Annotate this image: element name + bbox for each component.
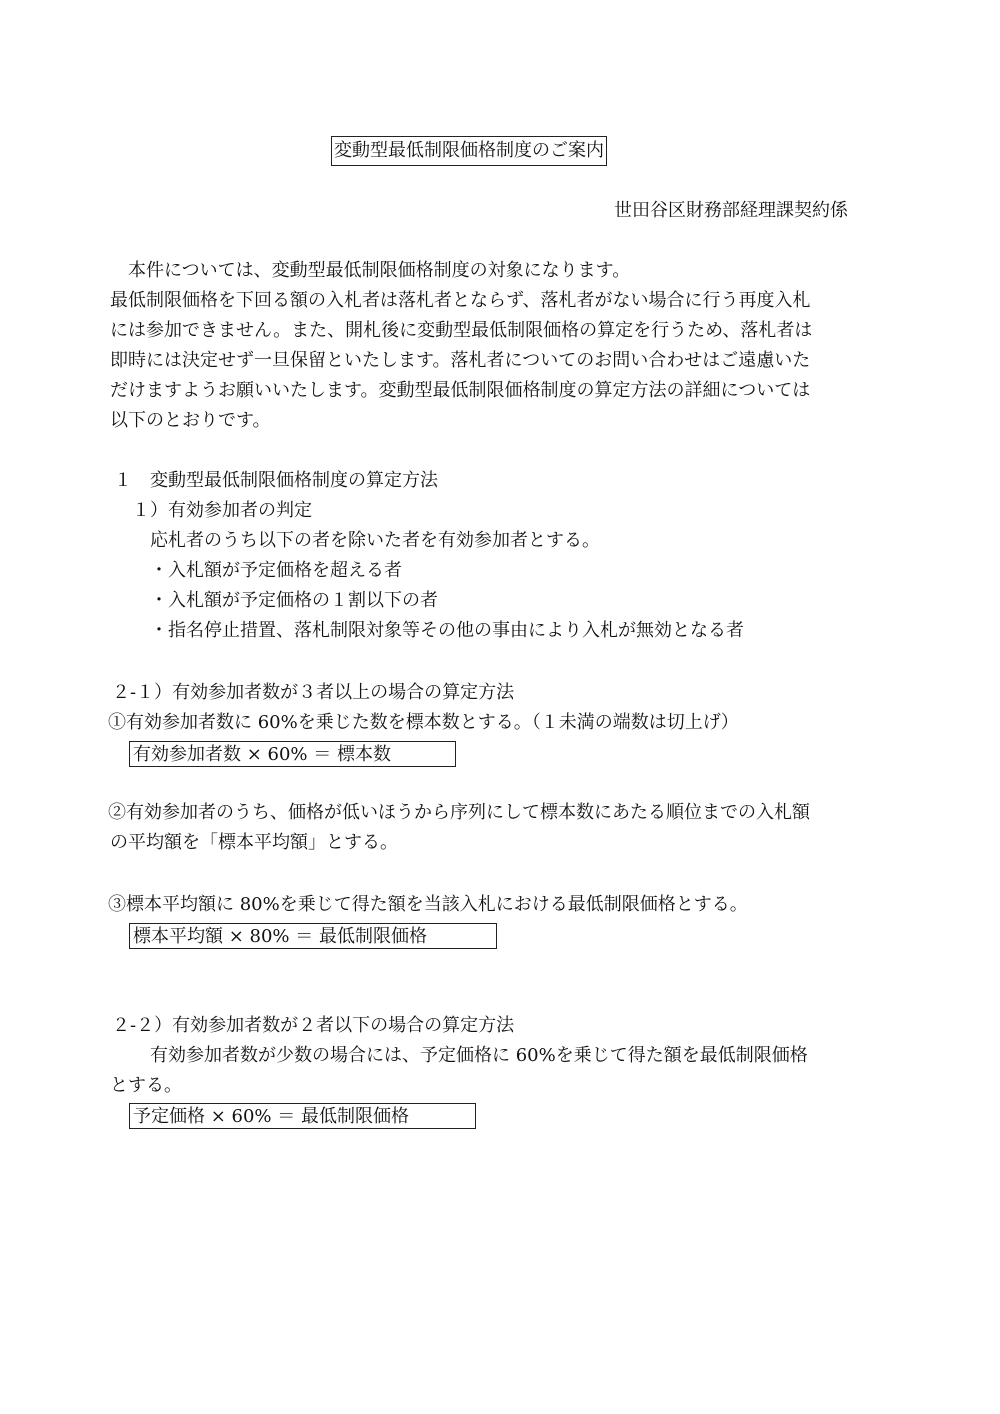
section2-1-step3: ③標本平均額に 80%を乗じて得た額を当該入札における最低制限価格とする。 <box>108 894 748 915</box>
section1-bullet: ・指名停止措置、落札制限対象等その他の事由により入札が無効となる者 <box>150 620 744 641</box>
section1-subheading: １）有効参加者の判定 <box>132 500 312 521</box>
section2-2-body-line: 有効参加者数が少数の場合には、予定価格に 60%を乗じて得た額を最低制限価格 <box>150 1045 808 1066</box>
formula-box-sample-count: 有効参加者数 × 60% ＝ 標本数 <box>129 741 456 767</box>
section2-2-heading: ２‐２）有効参加者数が２者以下の場合の算定方法 <box>112 1015 515 1036</box>
intro-line: 即時には決定せず一旦保留といたします。落札者についてのお問い合わせはご遠慮いた <box>110 350 811 371</box>
section1-heading: １ 変動型最低制限価格制度の算定方法 <box>114 470 438 491</box>
intro-line: 本件については、変動型最低制限価格制度の対象になります。 <box>128 260 631 281</box>
department-name: 世田谷区財務部経理課契約係 <box>614 200 848 221</box>
intro-line: 最低制限価格を下回る額の入札者は落札者とならず、落札者がない場合に行う再度入札 <box>110 290 811 311</box>
section2-1-step2-line: ②有効参加者のうち、価格が低いほうから序列にして標本数にあたる順位までの入札額 <box>108 802 810 823</box>
document-title: 変動型最低制限価格制度のご案内 <box>331 136 607 166</box>
section1-description: 応札者のうち以下の者を除いた者を有効参加者とする。 <box>150 530 600 551</box>
formula-box-minimum-price: 標本平均額 × 80% ＝ 最低制限価格 <box>129 923 497 949</box>
section2-1-step2-line: の平均額を「標本平均額」とする。 <box>110 832 398 853</box>
formula-box-fixed-minimum: 予定価格 × 60% ＝ 最低制限価格 <box>129 1103 476 1129</box>
intro-line: だけますようお願いいたします。変動型最低制限価格制度の算定方法の詳細については <box>110 380 811 401</box>
intro-line: 以下のとおりです。 <box>110 410 271 431</box>
section1-bullet: ・入札額が予定価格の１割以下の者 <box>150 590 438 611</box>
section2-1-step1: ①有効参加者数に 60%を乗じた数を標本数とする。（１未満の端数は切上げ） <box>108 712 739 733</box>
section1-bullet: ・入札額が予定価格を超える者 <box>150 560 402 581</box>
section2-2-body-line: とする。 <box>110 1075 182 1096</box>
intro-line: には参加できません。また、開札後に変動型最低制限価格の算定を行うため、落札者は <box>110 320 813 341</box>
section2-1-heading: ２‐１）有効参加者数が３者以上の場合の算定方法 <box>112 682 515 703</box>
